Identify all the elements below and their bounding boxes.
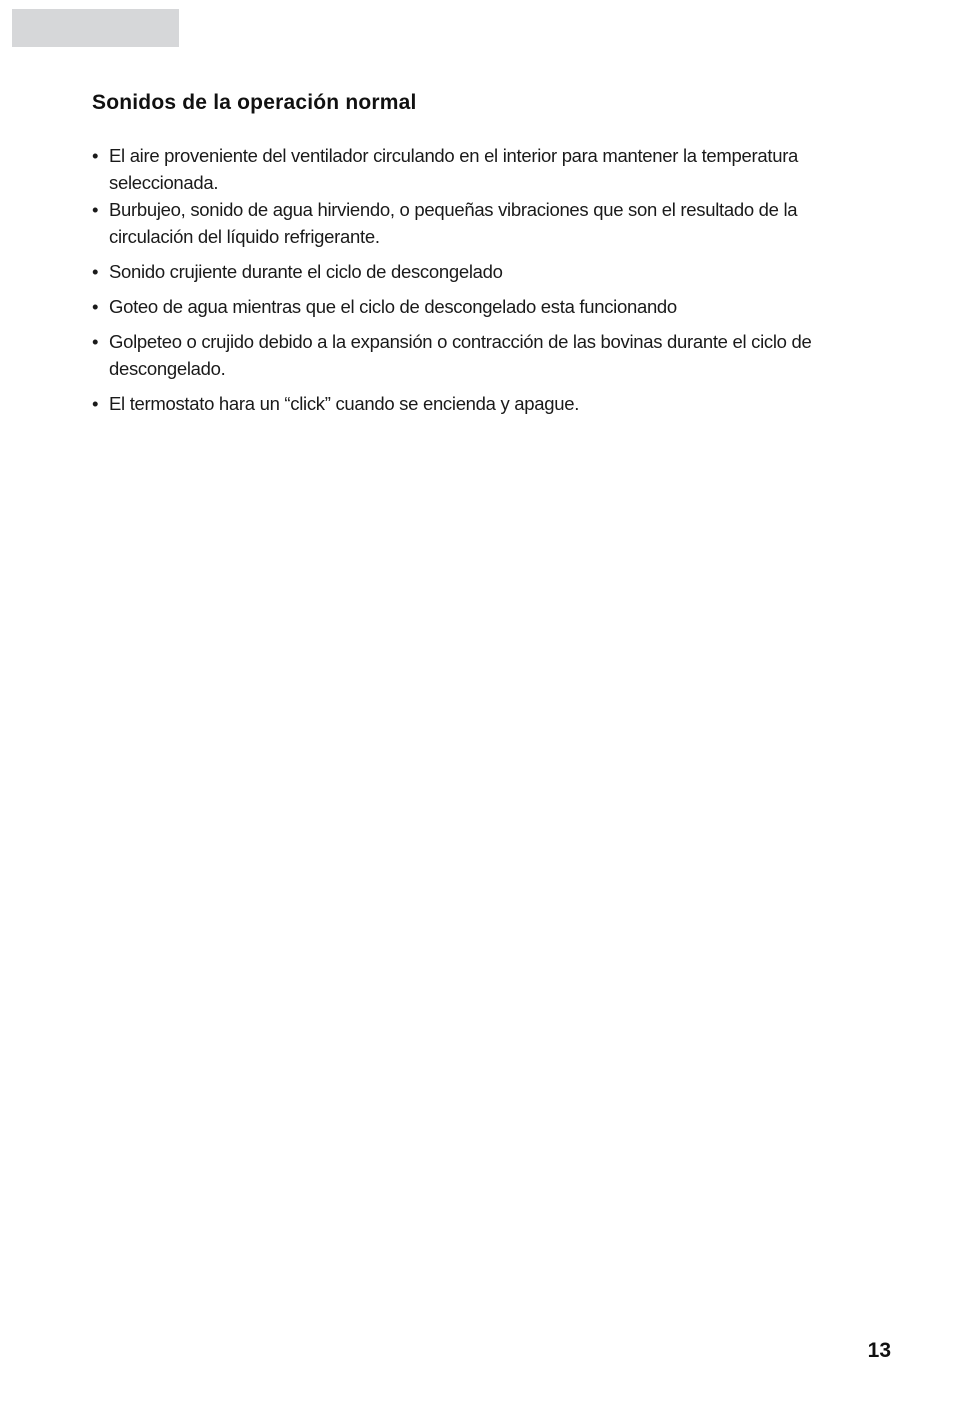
list-item (92, 258, 862, 285)
bullet-icon: • (92, 296, 99, 317)
section-title: Sonidos de la operación normal (92, 91, 417, 114)
list-item (92, 293, 862, 320)
bullet-icon: • (92, 393, 99, 414)
bullet-icon: • (92, 145, 99, 166)
list-item-text: El aire proveniente del ventilador circulando en el interior para mantener la temperatura seleccionada. (109, 145, 799, 193)
list-item (92, 196, 862, 250)
bullet-icon: • (92, 331, 99, 352)
list-item-text: El termostato hara un “click” cuando se encienda y apague. (109, 393, 580, 414)
list-item-text: Sonido crujiente durante el ciclo de descongelado (109, 261, 503, 282)
list-item-text: Burbujeo, sonido de agua hirviendo, o pequeñas vibraciones que son el resultado de la circulación del líquido refrigerante. (109, 199, 798, 247)
list-item (92, 142, 862, 196)
list-item-text: Goteo de agua mientras que el ciclo de descongelado esta funcionando (109, 296, 677, 317)
sounds-list (92, 142, 862, 417)
bullet-icon: • (92, 199, 99, 220)
header-tab-block (12, 9, 179, 47)
bullet-icon: • (92, 261, 99, 282)
list-item-text: Golpeteo o crujido debido a la expansión o contracción de las bovinas durante el ciclo de descongelado. (109, 331, 812, 379)
normal-sounds-section (92, 88, 862, 417)
list-item (92, 328, 862, 382)
list-item (92, 390, 862, 417)
page-number: 13 (867, 1339, 891, 1362)
